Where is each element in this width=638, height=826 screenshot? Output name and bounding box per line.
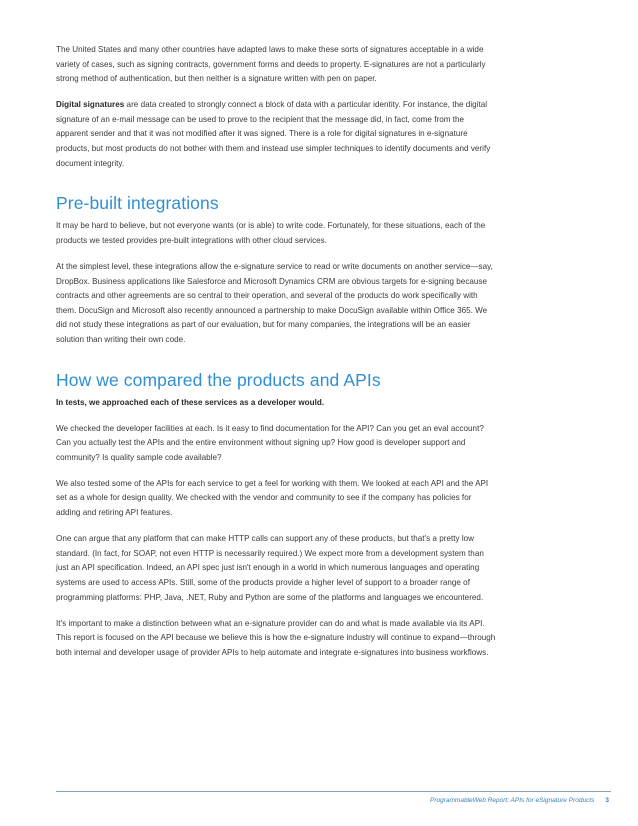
footer-divider xyxy=(56,791,611,792)
page-number: 3 xyxy=(605,797,609,804)
section-heading-compared: How we compared the products and APIs xyxy=(56,369,381,390)
compared-lead: In tests, we approached each of these services as a developer would. xyxy=(56,397,325,407)
page-footer xyxy=(430,797,609,804)
compared-paragraph-3: One can argue that any platform that can make HTTP calls can support any of these products, but that's a pretty low standard. (In fact, for SOAP, not even HTTP is necessarily required.) We expect more from a development system than just an API specification. Indeed, an API spec just isn't enough in a world in which numerous languages and operating systems are used to access APIs. Still, some of the products provide a higher level of support to a broader range of programming platforms: PHP, Java, .NET, Ruby and Python are some of the platforms and languages we encountered. xyxy=(56,534,484,602)
integrations-paragraph-2: At the simplest level, these integrations allow the e-signature service to read or write documents on another service—say, DropBox. Business applications like Salesforce and Microsoft Dynamics CRM are obvious targets for e-signing because contracts and other agreements are so central to their operation, and several of the products do work specifically with them. DocuSign and Microsoft also recently announced a partnership to make DocuSign available within Office 365. We did not study these integrations as part of our evaluation, but for many companies, the integrations will be an easier solution than writing their own code. xyxy=(56,261,493,344)
intro-paragraph: The United States and many other countries have adapted laws to make these sorts of signatures acceptable in a wide variety of cases, such as signing contracts, government forms and deeds to property. E-signatures are not a particularly strong method of authentication, but then neither is a signature written with pen on paper. xyxy=(56,45,486,84)
digital-signatures-paragraph xyxy=(56,98,496,171)
footer-title: ProgrammableWeb Report: APIs for eSignature Products xyxy=(429,797,595,804)
digital-signatures-term: Digital signatures xyxy=(56,100,125,110)
compared-paragraph-2: We also tested some of the APIs for each service to get a feel for working with them. We looked at each API and the API set as a whole for design quality. We checked with the vendor and community to see if the company has policies for adding and retiring API features. xyxy=(56,478,489,518)
compared-paragraph-4: It's important to make a distinction between what an e-signature provider can do and what is made available via its API. This report is focused on the API because we believe this is how the e-signature industry will continue to expand—through both internal and developer usage of provider APIs to help automate and integrate e-signatures into business workflows. xyxy=(56,618,496,657)
integrations-paragraph-1: It may be hard to believe, but not everyone wants (or is able) to write code. Fortunately, for these situations, each of the products we tested provides pre-built integrations with other cloud services. xyxy=(56,221,486,245)
compared-paragraph-1: We checked the developer facilities at each. Is it easy to find documentation for the API? Can you get an eval account? Can you actually test the APIs and the entire environment without signing up? How good is developer support and community? Is quality sample code available? xyxy=(56,423,484,462)
section-heading-integrations: Pre-built integrations xyxy=(56,193,219,214)
document-body xyxy=(56,43,496,672)
digital-signatures-text: are data created to strongly connect a block of data with a particular identity. For instance, the digital signature of an e-mail message can be used to prove to the recipient that the message did, in fact, come from the apparent sender and that it was not modified after it was signed. There is a role for digital signatures in e-signature products, but most products do not bother with them and instead use simpler techniques to identify documents and verify document integrity. xyxy=(56,100,491,168)
